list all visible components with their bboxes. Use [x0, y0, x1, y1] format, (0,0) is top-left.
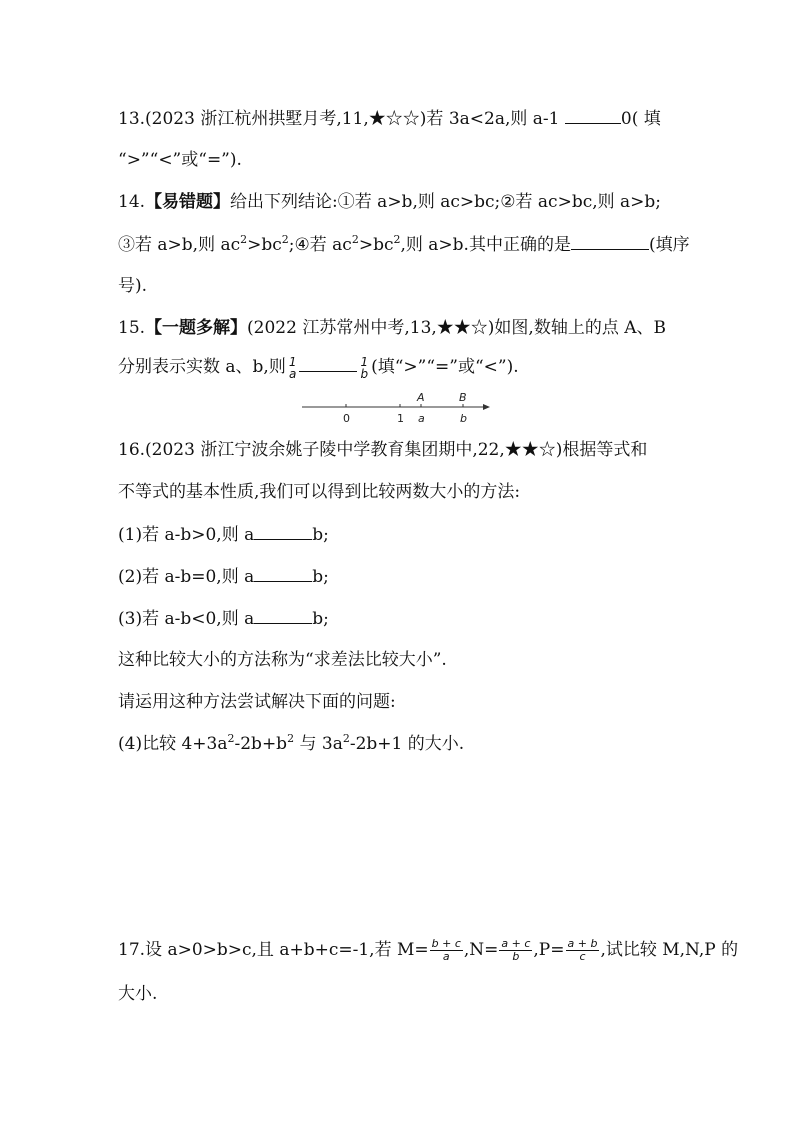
- q16-part3-text: (3)若 a-b<0,则 a: [118, 609, 255, 629]
- q17-text3: ,P=: [533, 940, 565, 960]
- q13-stars: ★☆☆: [368, 109, 420, 129]
- q15-line1: [118, 316, 666, 340]
- q16-line2: 不等式的基本性质,我们可以得到比较两数大小的方法:: [118, 482, 521, 502]
- q16-part4-text-c: 与 3a: [294, 734, 343, 754]
- q16-part2-end: b;: [312, 567, 329, 587]
- fraction-denominator: b: [499, 950, 532, 963]
- q17-line2: 大小.: [118, 984, 158, 1004]
- q13-mid: )若 3a<2a,则 a-1: [419, 109, 565, 129]
- q14-sup: 2: [281, 233, 289, 246]
- q15-fraction-1-over-a: [287, 356, 299, 380]
- q15-text2a: 分别表示实数 a、b,则: [118, 357, 286, 377]
- q16-part3: [118, 606, 329, 631]
- q15-fraction-1-over-b: [358, 356, 370, 380]
- label-zero: 0: [343, 412, 350, 425]
- q16-line6: 这种比较大小的方法称为“求差法比较大小”.: [118, 650, 447, 670]
- q16-part1-text: (1)若 a-b>0,则 a: [118, 525, 255, 545]
- q14-sup: 2: [393, 233, 401, 246]
- q16-part2-blank[interactable]: [254, 564, 312, 582]
- q16-part2: [118, 564, 329, 589]
- q17-line1: [118, 938, 738, 963]
- q14-sup: 2: [351, 233, 359, 246]
- fraction-numerator: 1: [360, 354, 369, 369]
- q13-prefix: 13.(2023 浙江杭州拱墅月考,11,: [118, 109, 369, 129]
- q16-part4-text-b: -2b+b: [234, 734, 288, 754]
- q16-sup: 2: [342, 732, 350, 745]
- fraction-numerator: a + b: [567, 937, 598, 950]
- q14-text1: 给出下列结论:①若 a>b,则 ac>bc;②若 ac>bc,则 a>b;: [230, 192, 662, 212]
- fraction-numerator: b + c: [431, 937, 461, 950]
- fraction-denominator: c: [566, 950, 600, 963]
- fraction-numerator: 1: [288, 354, 297, 369]
- number-line-arrow: [483, 404, 490, 410]
- label-point-A: A: [417, 391, 425, 404]
- label-a: a: [418, 412, 425, 425]
- number-line-figure: [300, 386, 500, 426]
- q15-text2b: (填“>”“=”或“<”).: [371, 357, 519, 377]
- q16-part1-blank[interactable]: [254, 522, 312, 540]
- q16-part4-text-d: -2b+1 的大小.: [349, 734, 465, 754]
- label-b: b: [460, 412, 467, 425]
- q14-number: 14.: [118, 192, 146, 212]
- q17-fraction-M: [430, 938, 463, 963]
- q14-tag: 【易错题】: [145, 192, 231, 212]
- q16-part3-blank[interactable]: [254, 606, 312, 624]
- q17-fraction-N: [499, 938, 532, 963]
- q17-text1: 17.设 a>0>b>c,且 a+b+c=-1,若 M=: [118, 940, 429, 960]
- fraction-denominator: a: [288, 366, 297, 381]
- q14-text2f: (填序: [648, 235, 690, 255]
- q16-part1-end: b;: [312, 525, 329, 545]
- q15-tag: 【一题多解】: [145, 318, 248, 338]
- q16-part2-text: (2)若 a-b=0,则 a: [118, 567, 255, 587]
- q17-text4: ,试比较 M,N,P 的: [600, 940, 739, 960]
- fraction-denominator: b: [360, 366, 369, 381]
- q16-part1: [118, 522, 329, 547]
- q15-number: 15.: [118, 318, 146, 338]
- q13-answer-blank[interactable]: [565, 106, 621, 124]
- q14-line2: [118, 232, 690, 257]
- q14-answer-blank[interactable]: [571, 232, 649, 250]
- q13-line2: “>”“<”或“=”).: [118, 150, 242, 170]
- q14-line3: 号).: [118, 276, 148, 296]
- q14-text2b: >bc: [247, 235, 282, 255]
- q15-line2: [118, 354, 519, 380]
- fraction-numerator: a + c: [501, 937, 531, 950]
- q16-part4-text-a: (4)比较 4+3a: [118, 734, 228, 754]
- q14-text2c: ;④若 ac: [288, 235, 352, 255]
- q14-text2a: ③若 a>b,则 ac: [118, 235, 241, 255]
- q14-line1: [118, 190, 661, 214]
- q16-part4: [118, 732, 464, 756]
- q13-after-blank: 0( 填: [620, 109, 661, 129]
- q13-line1: [118, 106, 661, 131]
- q15-answer-blank[interactable]: [299, 354, 357, 372]
- q14-text2e: ,则 a>b.其中正确的是: [400, 235, 571, 255]
- label-point-B: B: [459, 391, 467, 404]
- q17-fraction-P: [566, 938, 600, 963]
- q16-line7: 请运用这种方法尝试解决下面的问题:: [118, 692, 396, 712]
- q16-part3-end: b;: [312, 609, 329, 629]
- q16-sup: 2: [287, 732, 295, 745]
- q14-text2d: >bc: [358, 235, 394, 255]
- q17-text2: ,N=: [463, 940, 499, 960]
- q16-line1: 16.(2023 浙江宁波余姚子陵中学教育集团期中,22,★★☆)根据等式和: [118, 440, 648, 460]
- fraction-denominator: a: [430, 950, 463, 963]
- label-one: 1: [397, 412, 404, 425]
- q15-text1: (2022 江苏常州中考,13,★★☆)如图,数轴上的点 A、B: [247, 318, 666, 338]
- q16-sup: 2: [227, 732, 235, 745]
- q14-sup: 2: [240, 233, 248, 246]
